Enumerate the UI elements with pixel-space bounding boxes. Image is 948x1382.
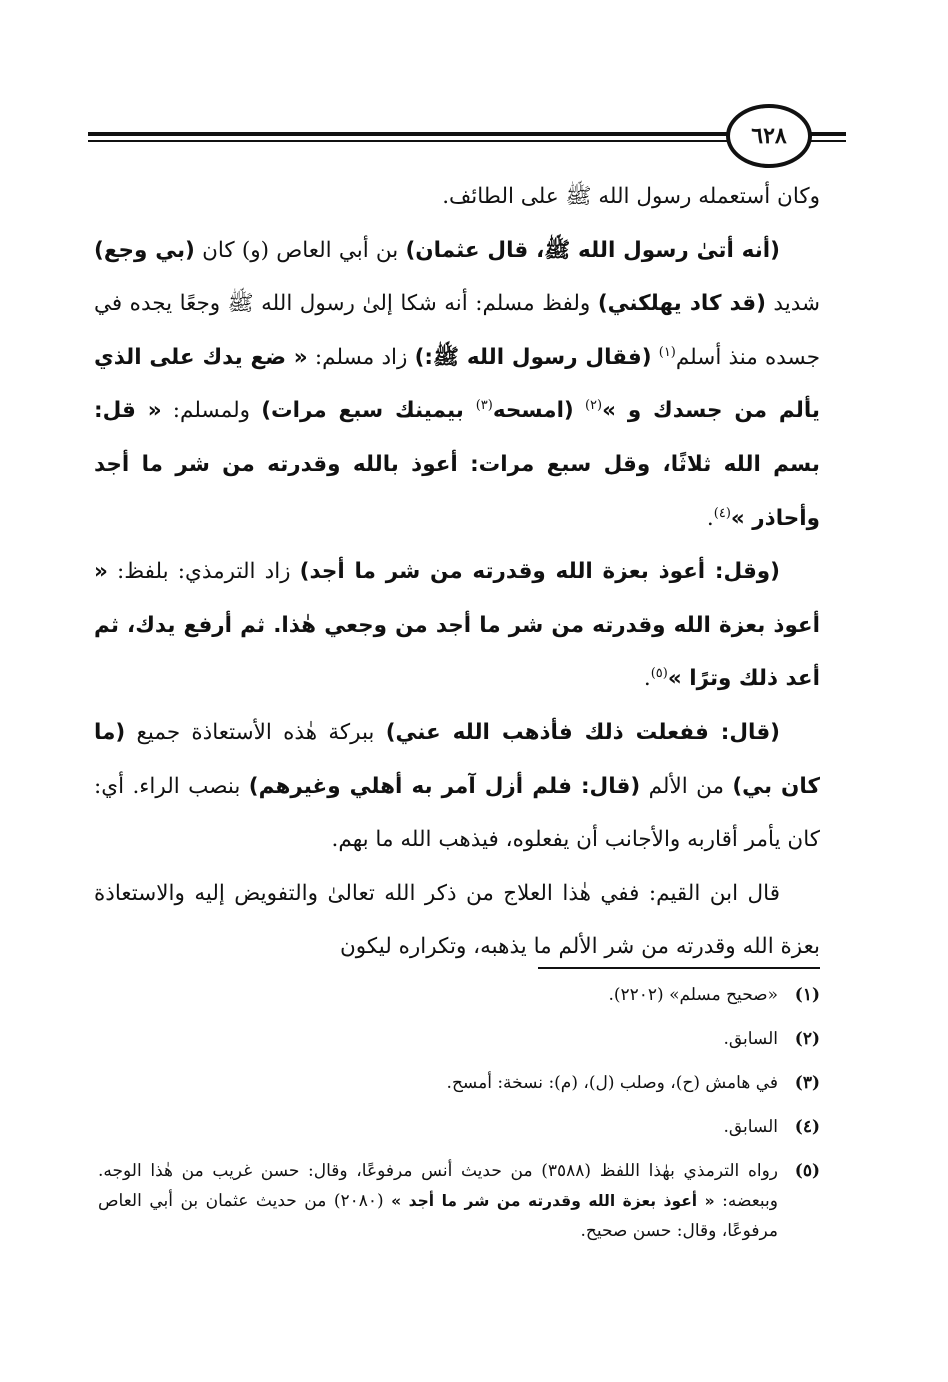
text-run: السابق. — [723, 1117, 778, 1137]
bold-text-run: (بي وجع) — [94, 237, 195, 263]
text-run: بن أبي العاص — [269, 237, 406, 263]
text-run: ولمسلم: — [161, 398, 262, 424]
text-run: بنصب الراء. أي: كان يأمر أقاربه والأجانب أن يفعلوه، فيذهب الله ما بهم. — [94, 773, 820, 853]
footnote-text — [98, 1112, 778, 1142]
bold-text-run: بيمينك سبع مرات) — [261, 398, 476, 424]
footnote-number: (٥) — [794, 1161, 820, 1181]
footnote-separator — [538, 967, 820, 969]
bold-text-run: « ضع يدك على الذي يألم من جسدك و » — [94, 344, 820, 424]
footnote-item — [98, 1068, 820, 1098]
footnote-text — [98, 980, 778, 1010]
footnote-ref: (٢) — [584, 398, 603, 414]
page-header — [88, 96, 848, 176]
text-run — [574, 398, 585, 423]
text-run: شديد — [765, 291, 820, 317]
paragraph — [94, 170, 820, 224]
footnote-number: (١) — [794, 985, 820, 1005]
paragraph — [94, 224, 820, 546]
bold-text-run: (فقال رسول الله ﷺ:) — [414, 344, 652, 370]
footnote-item — [98, 1024, 820, 1054]
footnote-item — [98, 980, 820, 1010]
paragraph — [94, 706, 820, 867]
text-run: «صحيح مسلم» (٢٢٠٢). — [608, 985, 778, 1005]
page-number: ٦٢٨ — [726, 104, 812, 168]
footnote-text — [98, 1156, 778, 1246]
bold-text-run: (وقل: أعوذ بعزة الله وقدرته من شر ما أجد) — [299, 559, 780, 585]
footnote-ref: (٥) — [650, 666, 668, 682]
text-run: (و) — [241, 237, 270, 263]
bold-text-run: (قال: ففعلت ذلك فأذهب الله عني) — [385, 719, 780, 745]
text-run: قال ابن القيم: ففي هٰذا العلاج من ذكر الله تعالىٰ والتفويض إليه والاستعاذة بعزة الله وقدرته من شر الألم ما يذهبه، وتكراره ليكون — [94, 880, 820, 960]
text-run: كان — [194, 237, 242, 263]
text-run: . — [706, 505, 714, 531]
bold-text-run: « قل: بسم الله ثلاثًا، وقل سبع مرات: أعوذ بالله وقدرته من شر ما أجد وأحاذر » — [94, 398, 820, 531]
header-rule-thick — [88, 132, 728, 136]
paragraph — [94, 545, 820, 706]
header-rule-right-thick — [808, 132, 846, 136]
text-run: ولفظ مسلم: أنه شكا إلىٰ رسول الله ﷺ وجعًا يجده في جسده منذ أسلم — [94, 291, 820, 370]
text-run: (٢٠٨٠) من حديث عثمان بن أبي العاص مرفوعًا، وقال: حسن صحيح. — [98, 1191, 778, 1241]
footnotes — [98, 980, 820, 1260]
paragraph — [94, 867, 820, 974]
text-run: زاد الترمذي: بلفظ: — [107, 559, 300, 585]
text-run: السابق. — [723, 1029, 778, 1049]
bold-text-run: (أنه أتىٰ رسول الله ﷺ، قال عثمان) — [405, 237, 780, 263]
text-run: رواه الترمذي بهٰذا اللفظ (٣٥٨٨) من حديث أنس مرفوعًا، وقال: حسن غريب من هٰذا الوجه. وببعضه: — [98, 1161, 779, 1211]
footnote-ref: (١) — [658, 344, 676, 360]
footnote-text — [98, 1068, 778, 1098]
main-text — [94, 170, 820, 974]
footnote-ref: (٤) — [713, 505, 731, 521]
bold-text-run: « أعوذ بعزة الله وقدرته من شر ما أجد من وجعي هٰذا. ثم أرفع يدك، ثم أعد ذلك وترًا » — [94, 559, 820, 692]
text-run: . — [643, 666, 651, 692]
footnote-text — [98, 1024, 778, 1054]
footnote-number: (٣) — [794, 1073, 820, 1093]
footnote-item — [98, 1112, 820, 1142]
text-run: في هامش (ح)، وصلب (ل)، (م): نسخة: أمسح. — [446, 1073, 778, 1093]
text-run: ببركة هٰذه الأستعاذة جميع — [125, 719, 386, 745]
bold-text-run: (قد كاد يهلكني) — [597, 291, 766, 317]
text-run — [652, 345, 659, 370]
bold-text-run: (امسحه — [492, 398, 574, 424]
header-rule-right-thin — [808, 140, 846, 142]
footnote-number: (٢) — [794, 1029, 820, 1049]
bold-text-run: (قال: فلم أزل آمر به أهلي وغيرهم) — [248, 773, 641, 799]
text-run: من الألم — [640, 773, 733, 799]
text-run: وكان أستعمله رسول الله ﷺ على الطائف. — [442, 184, 820, 209]
bold-text-run: (ما كان بي) — [94, 719, 820, 799]
footnote-item — [98, 1156, 820, 1246]
footnote-ref: (٣) — [475, 398, 493, 414]
footnote-number: (٤) — [794, 1117, 820, 1137]
text-run: زاد مسلم: — [307, 344, 415, 370]
bold-text-run: « أعوذ بعزة الله وقدرته من شر ما أجد » — [391, 1192, 715, 1210]
header-rule-thin — [88, 140, 728, 142]
